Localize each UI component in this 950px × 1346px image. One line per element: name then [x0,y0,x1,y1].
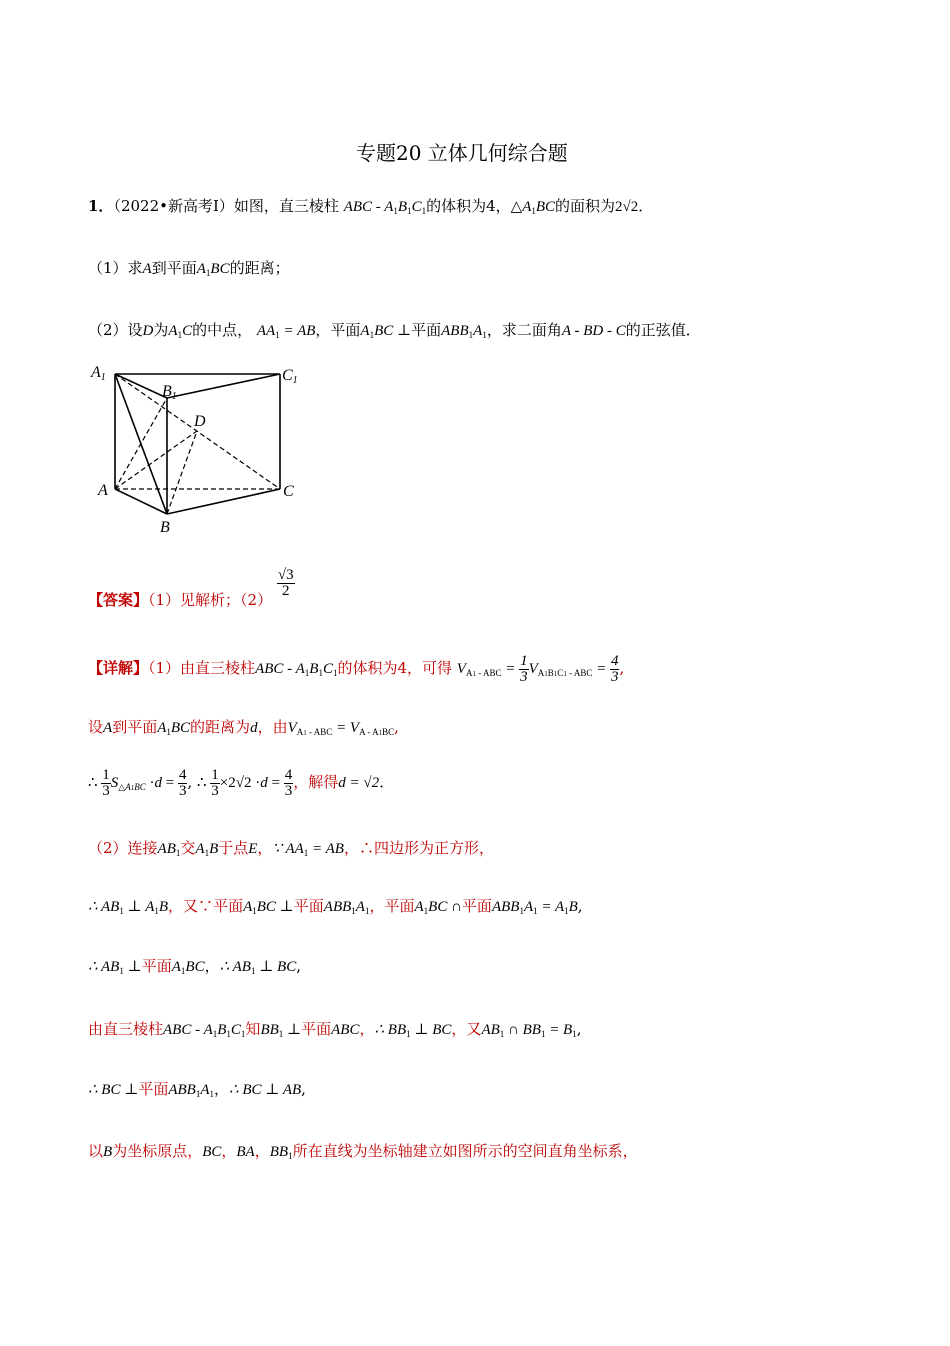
plane-word: 平面 [293,897,324,915]
part-text: ，平面 [315,321,361,339]
perp-5: ∴ $BB_1$ ⊥ BC [374,1022,452,1039]
detail-text: 为坐标原点， [112,1142,203,1160]
plane-word: 平面 [138,1080,169,1098]
label-b1: B1 [162,383,177,402]
answer-text: （1）见解析；（2） [148,591,273,609]
perp-4: $BB_1$ ⊥ [260,1022,302,1039]
prism-name: ABC - $A_1B_1C_1$ [255,661,338,678]
intersection: $ABB_1A_1 = A_1B$ [491,899,578,916]
page-title: 专题20 立体几何综合题 [356,141,568,165]
part-text: 为 [153,321,169,339]
detail-text: 设 [88,718,104,736]
detail-line-8: ∴ BC ⊥平面$ABB_1A_1$，∴ BC ⊥ AB, [88,1080,306,1099]
part-text: ，求二面角 [486,321,562,339]
detail-text: 交 [180,839,196,857]
point-a: A [142,261,152,277]
part-text: 的距离； [229,259,290,277]
stem-text: 的体积为4，△ [426,197,523,215]
detail-text: 由直三棱柱 [88,1020,164,1038]
detail-text: 于点 [218,839,249,857]
axis-bc: BC [202,1144,222,1160]
plane-name: $A_1BC$ [196,261,230,278]
result-d: d = √2 [338,775,380,791]
perp-7: ∴ BC ⊥ AB [229,1082,302,1098]
segment-b-d [167,431,197,514]
plane-name: $ABB_1A_1$ [441,323,487,340]
detail-text: 所在直线为坐标轴建立如图所示的空间直角坐标系， [292,1142,638,1160]
detail-line-2: 设A到平面$A_1BC$的距离为d，由$V_{A1 - ABC} = V_{A - A1BC}$, [88,718,399,737]
label-b: B [160,519,170,536]
perp-6: ∴ BC ⊥ [88,1082,139,1098]
detail-line-7: 由直三棱柱ABC - $A_1B_1C_1$知$BB_1$ ⊥平面ABC，∴ $BB_1$ ⊥ BC，又$AB_1$ ∩ $BB_1 = B_1$, [88,1020,582,1039]
plane-name: $A_1BC$ [157,720,191,737]
detail-line-3: ∴ $\frac{1}{3}$ $S_{\triangle A1BC} \cdot d$ = $\frac{4}{3}$ , ∴ $\frac{1}{3}$ ×2√2 ·d = $\frac{4}{3}$ ，解得d = √2． [88,767,395,800]
fraction-denominator: 2 [282,582,290,599]
volume-equation: $V_{A1 - ABC}$ = $\frac{1}{3}$ $V_{A1B1C1 - ABC}$ = $\frac{4}{3}$ [456,653,619,686]
problem-number: 1． [88,197,114,215]
detail-line-1: 【详解】（1）由直三棱柱ABC - $A_1B_1C_1$的体积为4，可得 $V_{A1 - ABC}$ = $\frac{1}{3}$ $V_{A1B1C1 - ABC}$ = $\frac{4}{3}$ , [88,653,625,686]
volume-equality: $V_{A1 - ABC} = V_{A - A1BC}$ [287,720,395,737]
perp-2: ∴ $AB_1$ ⊥ [88,959,142,976]
plane-word: 平面 [384,897,415,915]
detail-text: （2）连接 [88,839,158,857]
point-e: E [248,841,258,857]
area-value: 2√2 [615,199,639,215]
plane-name: $ABB_1A_1$ [168,1082,215,1099]
label-c: C [283,483,294,500]
label-d: D [194,413,206,430]
detail-text: （1）由直三棱柱 [148,659,256,677]
segment-name: $A_1B$ [195,841,219,858]
prism-name: ABC - $A_1B_1C_1$ [343,199,427,216]
detail-line-4: （2）连接$AB_1$交$A_1B$于点E，∵ $AA_1$ = AB，∴四边形为正方形， [88,839,495,858]
fraction-numerator: √3 [277,566,294,583]
part-text: 的正弦值． [625,321,701,339]
point-a: A [103,720,113,736]
detail-text: 又 [466,1020,482,1038]
part-2 [88,320,701,345]
detail-text: 的距离为 [190,718,251,736]
detail-text: ∴四边形为正方形， [359,839,495,857]
plane-name: ABC [331,1022,360,1038]
detail-text: 以 [88,1142,104,1160]
detail-line-6: ∴ $AB_1$ ⊥平面$A_1BC$，∴ $AB_1$ ⊥ BC, [88,957,302,976]
perp-1: ∴ $AB_1$ ⊥ $A_1B$ [88,899,169,916]
part-text: （1）求 [88,259,143,277]
prism-figure [85,356,310,541]
stem-text: 如图，直三棱柱 [233,197,339,215]
problem-source: （2022•新高考Ⅰ） [113,197,234,215]
part-text: （2）设 [88,321,143,339]
equation-1: ∴ $\frac{1}{3}$ $S_{\triangle A1BC} \cdot d$ = $\frac{4}{3}$ [88,767,187,800]
label-a: A [98,482,108,499]
detail-text: 的体积为4，可得 [337,659,453,677]
edge-b1-c1 [167,374,280,398]
distance-d: d [250,720,258,736]
detail-line-5: ∴ $AB_1$ ⊥ $A_1B$，又∵平面$A_1BC$ ⊥平面$ABB_1A_1$，平面$A_1BC$ ∩平面$ABB_1A_1 = A_1B$, [88,897,583,916]
answer-line [88,566,295,620]
problem-statement: 1．（2022•新高考Ⅰ）如图，直三棱柱 ABC - $A_1B_1C_1$的体积为4，$\triangle A_1BC$的面积为2√2． [88,197,654,216]
plane-name: $A_1BC$ ∩ [414,899,462,916]
stem-text: 的面积为 [555,197,616,215]
point-b: B [103,1144,113,1160]
equation: ∵ $AA_1$ = AB [272,841,344,858]
triangle-name: $A_1BC$ [522,199,556,216]
plane-word: 平面 [213,897,244,915]
detail-text: 又∵ [183,897,214,915]
plane-word: 平面 [141,957,172,975]
dihedral-angle: A - BD - C [561,323,626,339]
detail-line-9: 以B为坐标原点，BC，BA，$BB_1$所在直线为坐标轴建立如图所示的空间直角坐标系， [88,1142,638,1161]
detail-text: 解得 [308,773,339,791]
segment-a-d [115,431,197,489]
answer-fraction [277,568,295,599]
edge-b-c [167,489,280,514]
equation-2: ∴ $\frac{1}{3}$ ×2√2 ·d = $\frac{4}{3}$ [197,767,293,800]
detail-text: ，由 [257,718,288,736]
axis-ba: BA [236,1144,255,1160]
detail-tag: 【详解】 [88,659,149,677]
part-text: 平面 [411,321,442,339]
plane-name: $A_1BC$ ⊥ [360,323,412,340]
detail-text: 到平面 [112,718,158,736]
prism-name: ABC - $A_1B_1C_1$ [163,1022,246,1039]
plane-word: 平面 [301,1020,332,1038]
intersection: $AB_1$ ∩ $BB_1 = B_1$ [481,1022,577,1039]
answer-tag: 【答案】 [88,591,149,609]
segment-a-b1 [115,398,167,489]
segment-name: $AB_1$ [157,841,181,858]
part-text: 到平面 [151,259,197,277]
point-d: D [142,323,154,339]
plane-name: $A_1BC$ ⊥ [243,899,294,916]
plane-name: $A_1BC$ [171,959,205,976]
part-1 [88,258,290,283]
equation: $AA_1$ = AB [256,323,316,340]
label-a1: A1 [91,364,106,383]
plane-word: 平面 [461,897,492,915]
axis-bb1: $BB_1$ [269,1144,293,1161]
part-text: 的中点， [192,321,253,339]
perp-3: ∴ $AB_1$ ⊥ BC [219,959,297,976]
label-c1: C1 [282,367,298,386]
detail-text: 知 [245,1020,261,1038]
plane-name: $ABB_1A_1$ [323,899,370,916]
segment-name: $A_1C$ [168,323,193,340]
